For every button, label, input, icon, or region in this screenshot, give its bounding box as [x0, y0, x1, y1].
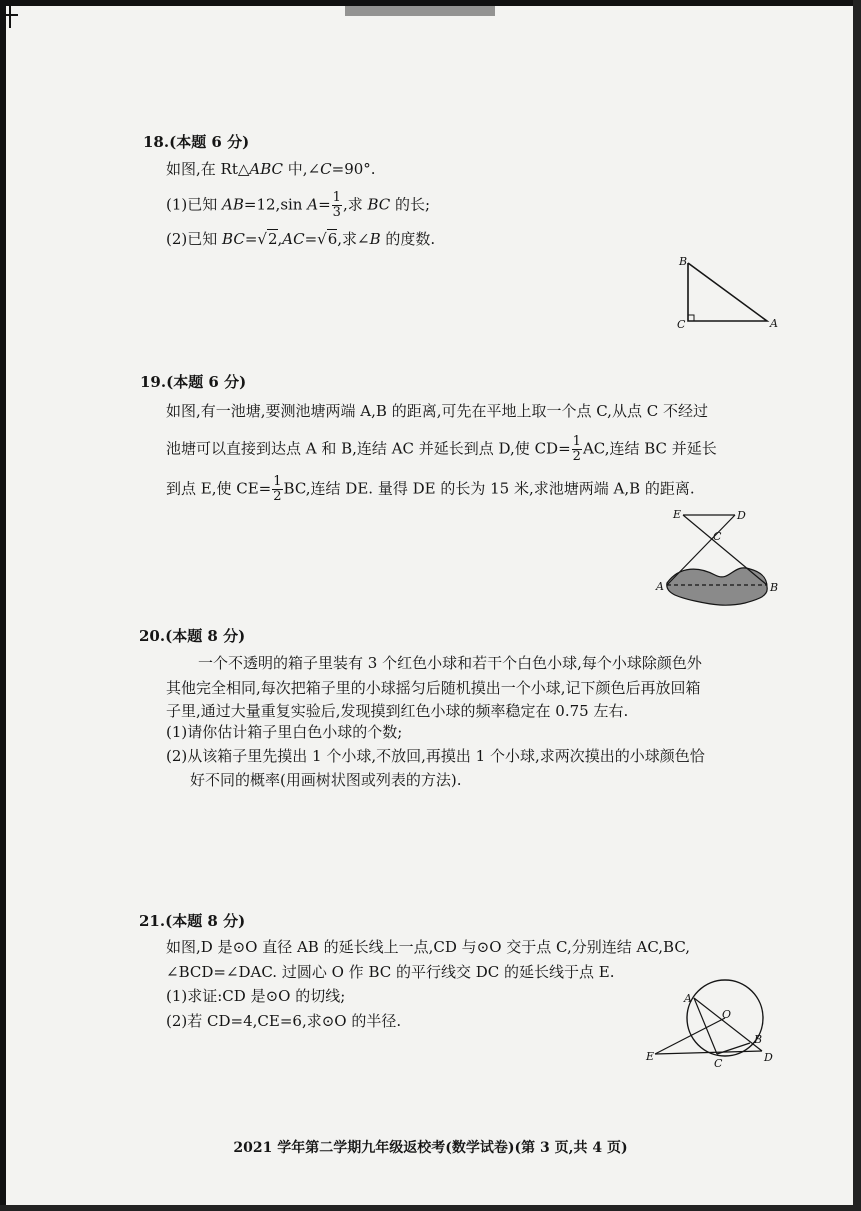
q20-part2-cont: 好不同的概率(用画树状图或列表的方法).: [190, 771, 462, 789]
pond-shape: [667, 568, 767, 605]
fraction: $\frac{1}{3}$: [332, 190, 341, 220]
q19-line2: 池塘可以直接到达点 A 和 B,连结 AC 并延长到点 D,使 CD= $\frac{1}{2}$ AC,连结 BC 并延长: [166, 434, 717, 464]
label-c: C: [714, 1057, 723, 1070]
label-c: C: [677, 318, 686, 331]
segment-ed: [655, 1051, 762, 1054]
label-b: B: [754, 1033, 763, 1046]
q18-stem: 如图,在 Rt△ABC 中,∠C=90°.: [166, 160, 376, 178]
scan-border-left: [0, 0, 6, 1211]
q18-triangle-figure: [675, 255, 785, 335]
right-angle-mark: [688, 315, 694, 321]
label-b: B: [770, 581, 779, 594]
q21-part2: (2)若 CD=4,CE=6,求⊙O 的半径.: [166, 1012, 402, 1030]
q20-line1: 一个不透明的箱子里装有 3 个红色小球和若干个白色小球,每个小球除颜色外: [198, 654, 702, 672]
q21-line2: ∠BCD=∠DAC. 过圆心 O 作 BC 的平行线交 DC 的延长线于点 E.: [166, 963, 615, 981]
label-a: A: [770, 317, 778, 330]
fraction: $\frac{1}{2}$: [273, 474, 282, 504]
label-e: E: [673, 508, 682, 521]
q21-part1: (1)求证:CD 是⊙O 的切线;: [166, 987, 346, 1005]
label-a: A: [684, 992, 692, 1005]
q19-line3: 到点 E,使 CE= $\frac{1}{2}$ BC,连结 DE. 量得 DE 的长为 15 米,求池塘两端 A,B 的距离.: [166, 474, 695, 504]
q21-header: 21.(本题 8 分): [139, 912, 246, 930]
scan-border-right: [853, 0, 861, 1211]
q20-line2: 其他完全相同,每次把箱子里的小球摇匀后随机摸出一个小球,记下颜色后再放回箱: [166, 679, 701, 697]
label-e: E: [646, 1050, 655, 1063]
q18-header: 18.(本题 6 分): [143, 133, 250, 151]
q19-line1: 如图,有一池塘,要测池塘两端 A,B 的距离,可先在平地上取一个点 C,从点 C 不经过: [166, 402, 708, 420]
scan-border-bottom: [0, 1205, 861, 1211]
q20-line3: 子里,通过大量重复实验后,发现摸到红色小球的频率稳定在 0.75 左右.: [166, 702, 629, 720]
label-b: B: [679, 255, 688, 268]
crop-mark-vertical: [9, 6, 11, 28]
q20-part1: (1)请你估计箱子里白色小球的个数;: [166, 723, 403, 741]
fraction: $\frac{1}{2}$: [572, 434, 581, 464]
page-footer: 2021 学年第二学期九年级返校考(数学试卷)(第 3 页,共 4 页): [233, 1140, 628, 1156]
q19-header: 19.(本题 6 分): [140, 373, 247, 391]
q21-circle-figure: [640, 988, 780, 1068]
q18-part2: (2)已知 BC=√2,AC=√6,求∠B 的度数.: [166, 230, 436, 248]
label-a: A: [656, 580, 664, 593]
q19-pond-figure: [655, 505, 785, 610]
q20-header: 20.(本题 8 分): [139, 627, 246, 645]
label-d: D: [764, 1051, 773, 1064]
top-header-remnant: [345, 6, 495, 16]
q21-line1: 如图,D 是⊙O 直径 AB 的延长线上一点,CD 与⊙O 交于点 C,分别连结 AC,BC,: [166, 938, 691, 956]
q18-part1: (1)已知 AB=12,sin A= $\frac{1}{3}$ ,求 BC 的长;: [166, 190, 431, 220]
label-o: O: [722, 1008, 732, 1021]
label-c: C: [713, 530, 722, 543]
triangle-abc: [688, 263, 767, 321]
segment-ad: [694, 998, 762, 1051]
label-d: D: [737, 509, 746, 522]
q20-part2: (2)从该箱子里先摸出 1 个小球,不放回,再摸出 1 个小球,求两次摸出的小球颜色恰: [166, 747, 705, 765]
